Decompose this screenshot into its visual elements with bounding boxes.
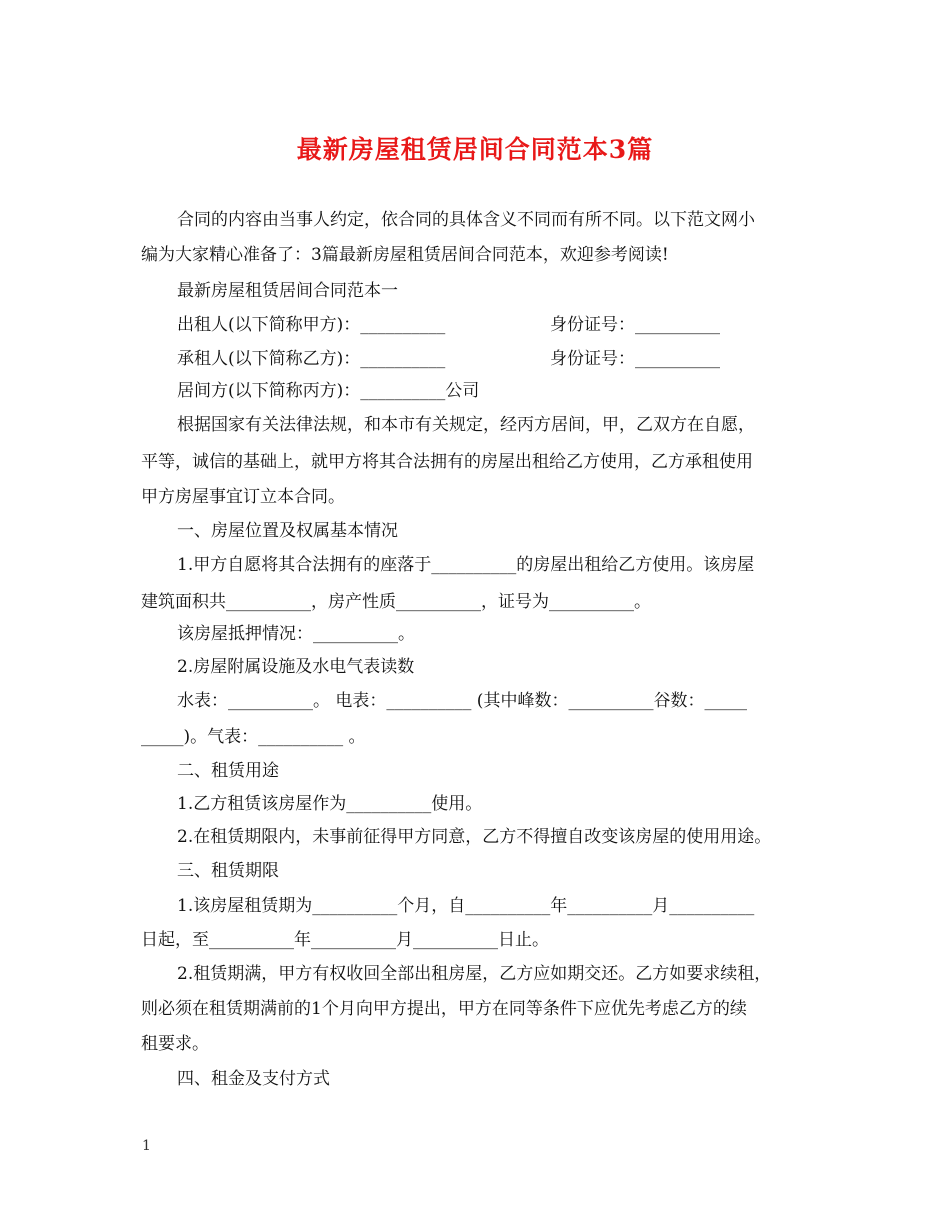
form-field-lessor: 出租人(以下简称甲方)：__________ [177,315,446,335]
paragraph-line: 合同的内容由当事人约定，依合同的具体含义不同而有所不同。以下范文网小 [177,210,755,230]
section-heading: 四、租金及支付方式 [177,1069,330,1089]
paragraph-line: 该房屋抵押情况：__________。 [177,624,415,644]
form-field-lessee-id: 身份证号：__________ [550,349,720,369]
paragraph-line: 2.在租赁期限内，未事前征得甲方同意，乙方不得擅自改变该房屋的使用用途。 [177,827,772,847]
section-heading: 三、租赁期限 [177,861,279,881]
paragraph-line: 日起，至__________年__________月__________日止。 [141,930,549,950]
form-field-lessor-id: 身份证号：__________ [550,315,720,335]
paragraph-line: 则必须在租赁期满前的1个月向甲方提出，甲方在同等条件下应优先考虑乙方的续 [141,999,747,1019]
paragraph-line: 水表：__________。 电表：__________ (其中峰数：__________谷数：_____ [177,691,747,711]
section-heading: 二、租赁用途 [177,761,279,781]
paragraph-line: 1.乙方租赁该房屋作为__________使用。 [177,794,483,814]
paragraph-line: 租要求。 [141,1034,209,1054]
paragraph-line: 甲方房屋事宜订立本合同。 [141,487,345,507]
section-heading: 最新房屋租赁居间合同范本一 [177,281,398,301]
paragraph-line: 建筑面积共__________，房产性质__________，证号为__________。 [141,592,651,612]
paragraph-line: _____)。气表：__________ 。 [141,727,366,747]
paragraph-line: 1.甲方自愿将其合法拥有的座落于__________的房屋出租给乙方使用。该房屋 [177,555,755,575]
paragraph-line: 根据国家有关法律法规，和本市有关规定，经丙方居间，甲，乙双方在自愿， [177,415,755,435]
paragraph-line: 1.该房屋租赁期为__________个月，自__________年__________月__________ [177,896,755,916]
form-field-lessee: 承租人(以下简称乙方)：__________ [177,349,446,369]
page-number: 1 [142,1138,151,1154]
section-heading: 一、房屋位置及权属基本情况 [177,521,398,541]
paragraph-line: 编为大家精心准备了：3篇最新房屋租赁居间合同范本，欢迎参考阅读! [141,245,669,265]
paragraph-line: 2.租赁期满，甲方有权收回全部出租房屋，乙方应如期交还。乙方如要求续租， [177,964,772,984]
paragraph-line: 平等，诚信的基础上，就甲方将其合法拥有的房屋出租给乙方使用，乙方承租使用 [141,452,753,472]
paragraph-line: 2.房屋附属设施及水电气表读数 [177,657,415,677]
form-field-intermediary: 居间方(以下简称丙方)：__________公司 [177,381,480,401]
document-title: 最新房屋租赁居间合同范本3篇 [296,135,654,164]
